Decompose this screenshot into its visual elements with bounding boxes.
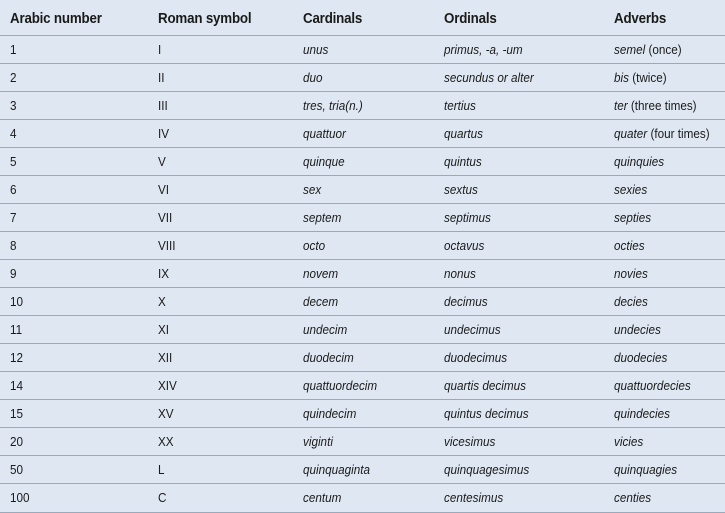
- table-row: [0, 120, 725, 148]
- roman-symbol-cell: VIII: [158, 238, 176, 253]
- cardinal-cell: novem: [303, 266, 339, 281]
- arabic-number-cell: 6: [10, 182, 17, 197]
- adverb-cell: [614, 260, 648, 287]
- adverb-word: octies: [614, 238, 645, 253]
- arabic-number-cell: 8: [10, 238, 17, 253]
- cardinal-cell: undecim: [303, 322, 348, 337]
- adverb-cell: [614, 64, 667, 91]
- cardinal-cell: quindecim: [303, 406, 357, 421]
- roman-symbol-cell: XI: [158, 322, 170, 337]
- table-row: [0, 92, 725, 120]
- cardinal-cell: octo: [303, 238, 326, 253]
- arabic-number-cell: 2: [10, 70, 17, 85]
- ordinal-cell: nonus: [444, 266, 476, 281]
- cardinal-cell: unus: [303, 42, 329, 57]
- adverb-word: quindecies: [614, 406, 670, 421]
- adverb-cell: [614, 288, 648, 315]
- roman-symbol-cell: X: [158, 294, 166, 309]
- table-header-row: [0, 0, 725, 36]
- ordinal-cell: quartus: [444, 126, 484, 141]
- arabic-number-cell: 4: [10, 126, 17, 141]
- roman-symbol-cell: I: [158, 42, 162, 57]
- arabic-number-cell: 11: [10, 322, 23, 337]
- ordinal-cell: quintus: [444, 154, 482, 169]
- adverb-word: duodecies: [614, 350, 668, 365]
- roman-symbol-cell: IV: [158, 126, 170, 141]
- arabic-number-cell: 5: [10, 154, 17, 169]
- header-cardinals: Cardinals: [303, 11, 363, 27]
- adverb-cell: [614, 148, 664, 175]
- adverb-cell: [614, 92, 697, 119]
- adverb-meaning: (once): [645, 42, 682, 57]
- ordinal-cell: secundus or alter: [444, 70, 534, 85]
- ordinal-cell: tertius: [444, 98, 476, 113]
- roman-symbol-cell: VI: [158, 182, 170, 197]
- arabic-number-cell: 1: [10, 42, 17, 57]
- ordinal-cell: quartis decimus: [444, 378, 526, 393]
- ordinal-cell: vicesimus: [444, 434, 496, 449]
- adverb-word: ter: [614, 98, 628, 113]
- table-row: [0, 484, 725, 513]
- table-row: [0, 36, 725, 64]
- adverb-meaning: (twice): [628, 70, 667, 85]
- roman-symbol-cell: C: [158, 490, 167, 505]
- adverb-meaning: (four times): [647, 126, 710, 141]
- roman-symbol-cell: L: [158, 462, 165, 477]
- roman-symbol-cell: XII: [158, 350, 173, 365]
- cardinal-cell: quattuordecim: [303, 378, 378, 393]
- adverb-word: quater: [614, 126, 648, 141]
- table-row: [0, 232, 725, 260]
- roman-symbol-cell: III: [158, 98, 168, 113]
- adverb-cell: [614, 36, 682, 63]
- cardinal-cell: sex: [303, 182, 322, 197]
- cardinal-cell: tres, tria(n.): [303, 98, 363, 113]
- arabic-number-cell: 15: [10, 406, 24, 421]
- header-arabic-number: Arabic number: [10, 11, 102, 27]
- header-ordinals: Ordinals: [444, 11, 497, 27]
- arabic-number-cell: 50: [10, 462, 24, 477]
- arabic-number-cell: 14: [10, 378, 24, 393]
- adverb-cell: [614, 204, 651, 231]
- roman-symbol-cell: VII: [158, 210, 173, 225]
- cardinal-cell: decem: [303, 294, 339, 309]
- roman-symbol-cell: IX: [158, 266, 170, 281]
- adverb-word: decies: [614, 294, 648, 309]
- arabic-number-cell: 9: [10, 266, 17, 281]
- table-row: [0, 176, 725, 204]
- arabic-number-cell: 12: [10, 350, 24, 365]
- roman-symbol-cell: V: [158, 154, 166, 169]
- cardinal-cell: duo: [303, 70, 323, 85]
- header-adverbs: Adverbs: [614, 11, 667, 27]
- table-row: [0, 204, 725, 232]
- table-row: [0, 428, 725, 456]
- adverb-cell: [614, 176, 647, 203]
- adverb-word: undecies: [614, 322, 661, 337]
- arabic-number-cell: 3: [10, 98, 17, 113]
- table-row: [0, 316, 725, 344]
- cardinal-cell: quinque: [303, 154, 345, 169]
- table-row: [0, 260, 725, 288]
- cardinal-cell: viginti: [303, 434, 333, 449]
- adverb-cell: [614, 456, 677, 483]
- adverb-word: novies: [614, 266, 648, 281]
- ordinal-cell: undecimus: [444, 322, 501, 337]
- roman-symbol-cell: XV: [158, 406, 174, 421]
- table-row: [0, 372, 725, 400]
- ordinal-cell: sextus: [444, 182, 478, 197]
- ordinal-cell: octavus: [444, 238, 485, 253]
- adverb-word: bis: [614, 70, 629, 85]
- cardinal-cell: septem: [303, 210, 342, 225]
- roman-symbol-cell: II: [158, 70, 165, 85]
- ordinal-cell: septimus: [444, 210, 491, 225]
- adverb-meaning: (three times): [627, 98, 697, 113]
- table-row: [0, 288, 725, 316]
- adverb-cell: [614, 428, 643, 455]
- adverb-word: semel: [614, 42, 646, 57]
- adverb-cell: [614, 484, 651, 511]
- arabic-number-cell: 20: [10, 434, 24, 449]
- roman-symbol-cell: XX: [158, 434, 174, 449]
- header-roman-symbol: Roman symbol: [158, 11, 252, 27]
- adverb-word: septies: [614, 210, 652, 225]
- adverb-cell: [614, 316, 661, 343]
- table-row: [0, 148, 725, 176]
- adverb-word: quinquagies: [614, 462, 678, 477]
- cardinal-cell: duodecim: [303, 350, 354, 365]
- ordinal-cell: quinquagesimus: [444, 462, 530, 477]
- cardinal-cell: quattuor: [303, 126, 346, 141]
- table-row: [0, 64, 725, 92]
- ordinal-cell: primus, -a, -um: [444, 42, 523, 57]
- cardinal-cell: quinquaginta: [303, 462, 371, 477]
- table-row: [0, 344, 725, 372]
- adverb-cell: [614, 400, 670, 427]
- cardinal-cell: centum: [303, 490, 342, 505]
- ordinal-cell: decimus: [444, 294, 488, 309]
- table-row: [0, 456, 725, 484]
- adverb-cell: [614, 372, 691, 399]
- arabic-number-cell: 10: [10, 294, 24, 309]
- roman-symbol-cell: XIV: [158, 378, 177, 393]
- ordinal-cell: centesimus: [444, 490, 504, 505]
- arabic-number-cell: 100: [10, 490, 30, 505]
- ordinal-cell: quintus decimus: [444, 406, 529, 421]
- adverb-word: sexies: [614, 182, 648, 197]
- adverb-cell: [614, 120, 710, 147]
- adverb-cell: [614, 344, 667, 371]
- adverb-word: quinquies: [614, 154, 665, 169]
- adverb-word: centies: [614, 490, 652, 505]
- ordinal-cell: duodecimus: [444, 350, 508, 365]
- adverb-cell: [614, 232, 645, 259]
- arabic-number-cell: 7: [10, 210, 17, 225]
- table-row: [0, 400, 725, 428]
- adverb-word: vicies: [614, 434, 644, 449]
- adverb-word: quattuordecies: [614, 378, 691, 393]
